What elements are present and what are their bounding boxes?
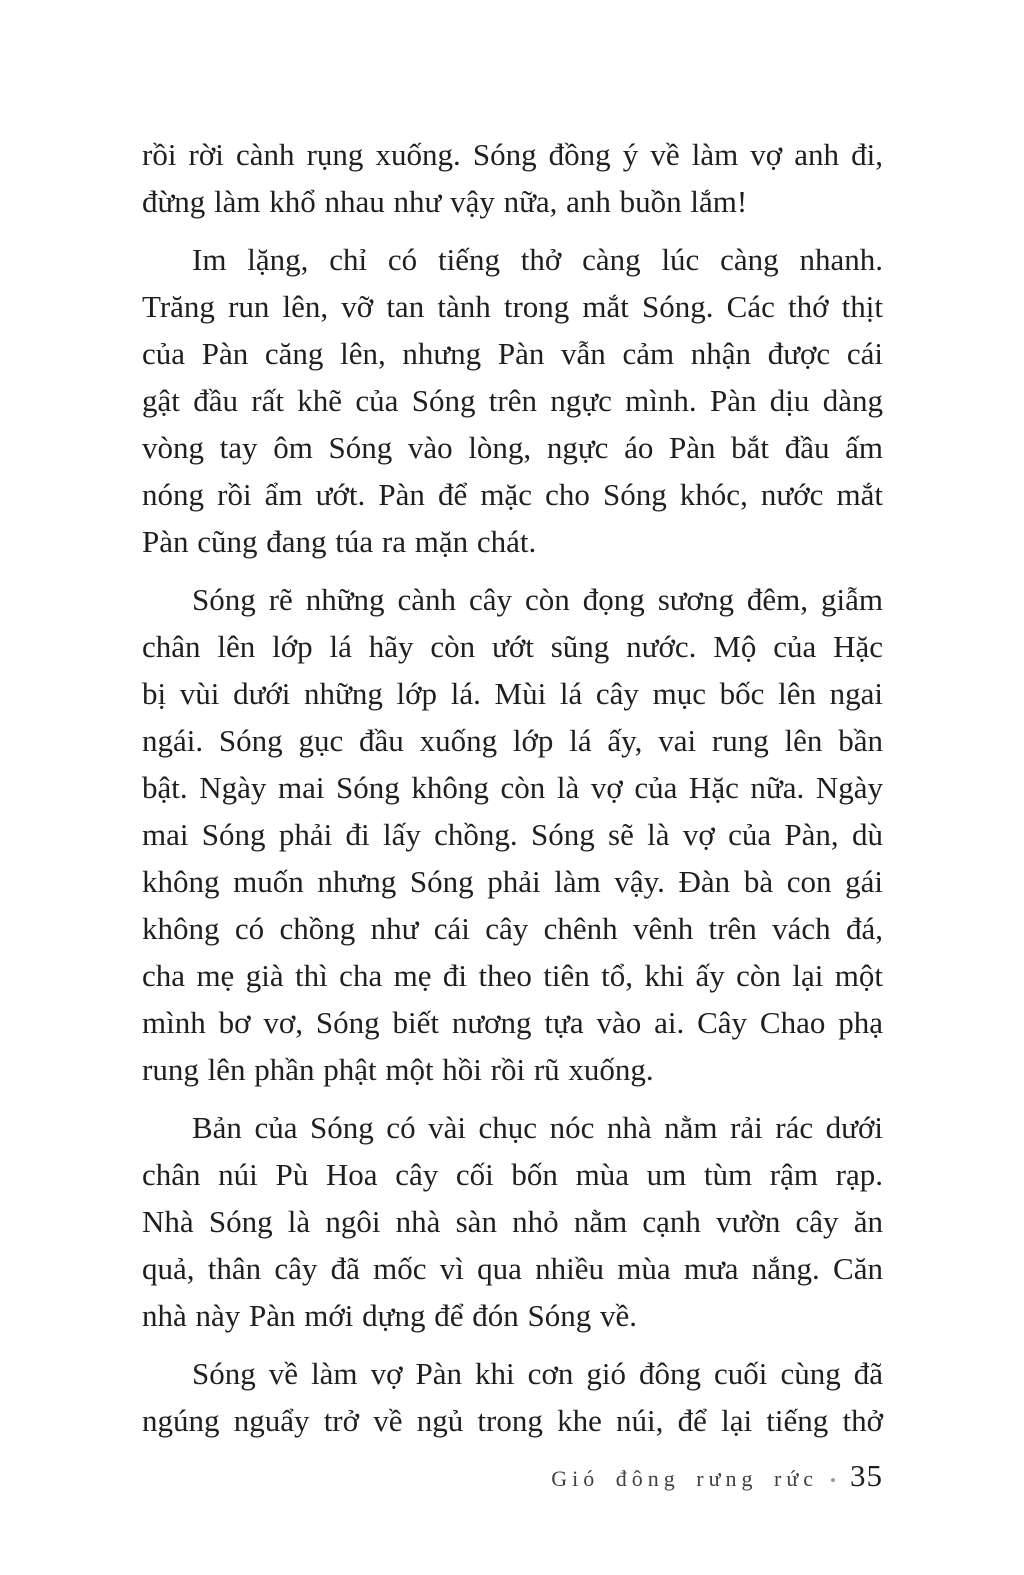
text-line: Trăng run lên, vỡ tan tành trong mắt Sóng. Các thớ thịt [142, 289, 883, 324]
text-line: mình bơ vơ, Sóng biết nương tựa vào ai. Cây Chao phạ [142, 1005, 883, 1040]
text-line: quả, thân cây đã mốc vì qua nhiều mùa mưa nắng. Căn [142, 1251, 883, 1286]
text-line: cha mẹ già thì cha mẹ đi theo tiên tổ, khi ấy còn lại một [142, 958, 883, 993]
text-line: Sóng rẽ những cành cây còn đọng sương đêm, giẫm [192, 582, 883, 617]
text-line: Nhà Sóng là ngôi nhà sàn nhỏ nằm cạnh vườn cây ăn [142, 1204, 883, 1239]
page-number: 35 [850, 1458, 883, 1493]
running-footer-chapter-title: Gió đông rưng rức [551, 1466, 819, 1491]
text-line: đừng làm khổ nhau như vậy nữa, anh buồn lắm! [142, 184, 748, 219]
page-body [142, 131, 883, 1455]
page-footer [142, 1458, 883, 1494]
paragraph [142, 1350, 883, 1444]
paragraph [142, 236, 883, 565]
text-line: không muốn nhưng Sóng phải làm vậy. Đàn bà con gái [142, 864, 883, 899]
text-line: rồi rời cành rụng xuống. Sóng đồng ý về làm vợ anh đi, [142, 137, 883, 172]
paragraph [142, 131, 883, 225]
bullet-separator-icon: • [830, 1471, 836, 1490]
text-line: chân lên lớp lá hãy còn ướt sũng nước. Mộ của Hặc [142, 629, 883, 664]
text-line: nóng rồi ẩm ướt. Pàn để mặc cho Sóng khóc, nước mắt [142, 477, 883, 512]
paragraph [142, 576, 883, 1093]
text-line: ngái. Sóng gục đầu xuống lớp lá ấy, vai rung lên bần [142, 723, 883, 758]
text-line: bật. Ngày mai Sóng không còn là vợ của Hặc nữa. Ngày [142, 770, 883, 805]
text-line: vòng tay ôm Sóng vào lòng, ngực áo Pàn bắt đầu ấm [142, 430, 883, 465]
text-line: rung lên phần phật một hồi rồi rũ xuống. [142, 1052, 654, 1087]
text-line: ngúng nguẩy trở về ngủ trong khe núi, để lại tiếng thở [142, 1403, 883, 1438]
text-line: của Pàn căng lên, nhưng Pàn vẫn cảm nhận được cái [142, 336, 883, 371]
text-line: Bản của Sóng có vài chục nóc nhà nằm rải rác dưới [192, 1110, 883, 1145]
paragraph [142, 1104, 883, 1339]
text-line: Sóng về làm vợ Pàn khi cơn gió đông cuối cùng đã [192, 1356, 883, 1391]
text-line: không có chồng như cái cây chênh vênh trên vách đá, [142, 911, 883, 946]
text-line: nhà này Pàn mới dựng để đón Sóng về. [142, 1298, 637, 1333]
text-line: Im lặng, chỉ có tiếng thở càng lúc càng nhanh. [192, 242, 883, 277]
text-line: gật đầu rất khẽ của Sóng trên ngực mình. Pàn dịu dàng [142, 383, 883, 418]
text-line: chân núi Pù Hoa cây cối bốn mùa um tùm rậm rạp. [142, 1157, 883, 1192]
text-line: mai Sóng phải đi lấy chồng. Sóng sẽ là vợ của Pàn, dù [142, 817, 883, 852]
text-line: Pàn cũng đang túa ra mặn chát. [142, 524, 537, 559]
text-line: bị vùi dưới những lớp lá. Mùi lá cây mục bốc lên ngai [142, 676, 883, 711]
